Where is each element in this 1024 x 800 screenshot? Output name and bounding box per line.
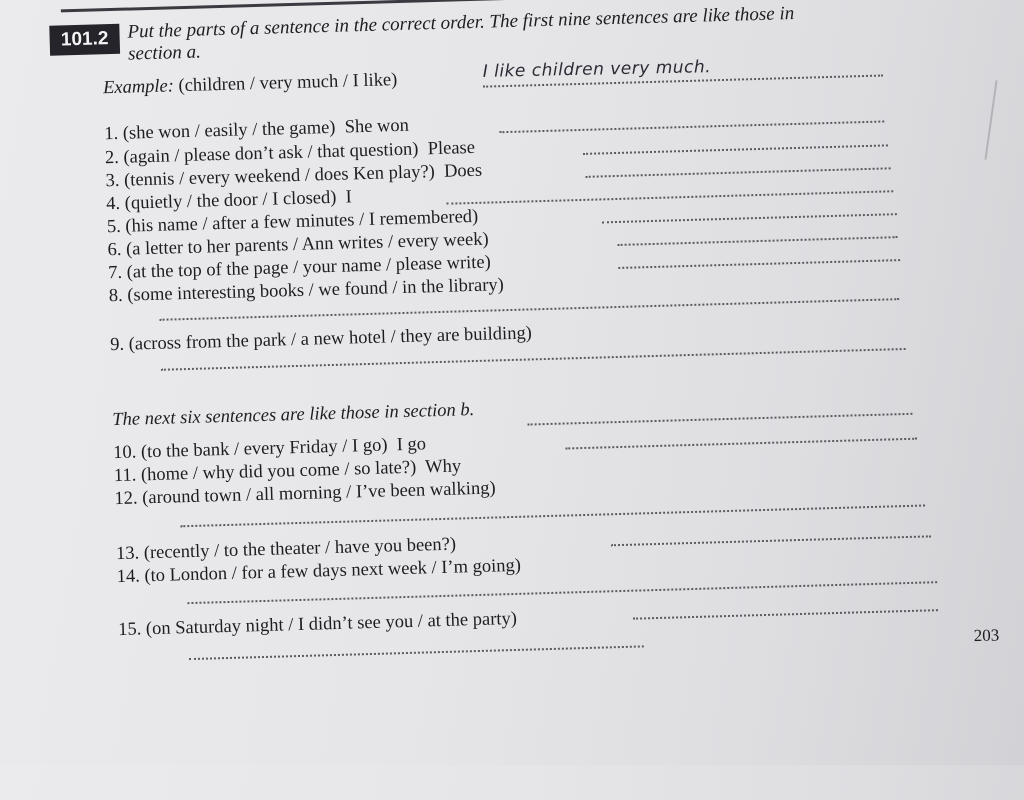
exercise-item-1: 1. (she won / easily / the game) She won [104, 115, 410, 145]
exercise-item-14: 14. (to London / for a few days next week / I’m going) [116, 555, 522, 588]
workbook-page [40, 0, 1024, 800]
instruction-line-2: section a. [127, 41, 202, 65]
exercise-number: 101.2 [49, 24, 120, 56]
exercise-item-3: 3. (tennis / every weekend / does Ken play?) Does [105, 160, 483, 192]
answer-line-4[interactable] [446, 190, 893, 204]
answer-line-3[interactable] [586, 167, 891, 178]
example-handwritten-answer: I like children very much. [482, 57, 712, 82]
exercise-item-9: 9. (across from the park / a new hotel / they are building) [109, 323, 533, 356]
exercise-item-2: 2. (again / please don’t ask / that question) Please [104, 137, 476, 169]
example-label: Example: [102, 76, 175, 99]
answer-line-6[interactable] [618, 236, 898, 246]
answer-line-15a[interactable] [633, 609, 938, 620]
answer-line-2[interactable] [583, 144, 888, 155]
exercise-item-6: 6. (a letter to her parents / Ann writes / every week) [107, 229, 489, 261]
instruction-line-1: Put the parts of a sentence in the correct order. The first nine sentences are like those in [127, 2, 795, 43]
answer-line-12[interactable] [180, 504, 925, 527]
answer-line-7[interactable] [618, 259, 900, 269]
exercise-item-8: 8. (some interesting books / we found / in the library) [108, 275, 505, 307]
exercise-item-7: 7. (at the top of the page / your name / please write) [107, 252, 492, 284]
answer-line-15b[interactable] [189, 645, 644, 660]
exercise-item-11: 11. (home / why did you come / so late?) Why [113, 456, 462, 487]
answer-line-10[interactable] [528, 413, 913, 426]
answer-line-11[interactable] [565, 438, 917, 450]
exercise-item-5: 5. (his name / after a few minutes / I remembered) [106, 206, 479, 238]
answer-line-5[interactable] [602, 213, 897, 223]
answer-line-1[interactable] [499, 120, 884, 133]
exercise-item-4: 4. (quietly / the door / I closed) I [106, 187, 353, 215]
exercise-item-10: 10. (to the bank / every Friday / I go) I go [112, 434, 427, 464]
example-row [103, 70, 398, 99]
example-prompt: (children / very much / I like) [178, 70, 398, 97]
exercise-item-13: 13. (recently / to the theater / have you been?) [115, 534, 457, 565]
page-number: 203 [973, 625, 1000, 646]
answer-line-14[interactable] [187, 581, 937, 604]
answer-line-13[interactable] [611, 535, 931, 546]
exercise-item-12: 12. (around town / all morning / I’ve been walking) [114, 478, 496, 510]
exercise-item-15: 15. (on Saturday night / I didn’t see you / at the party) [117, 608, 518, 641]
section-b-intro: The next six sentences are like those in section b. [112, 400, 475, 431]
exercise-instruction [127, 1, 848, 65]
